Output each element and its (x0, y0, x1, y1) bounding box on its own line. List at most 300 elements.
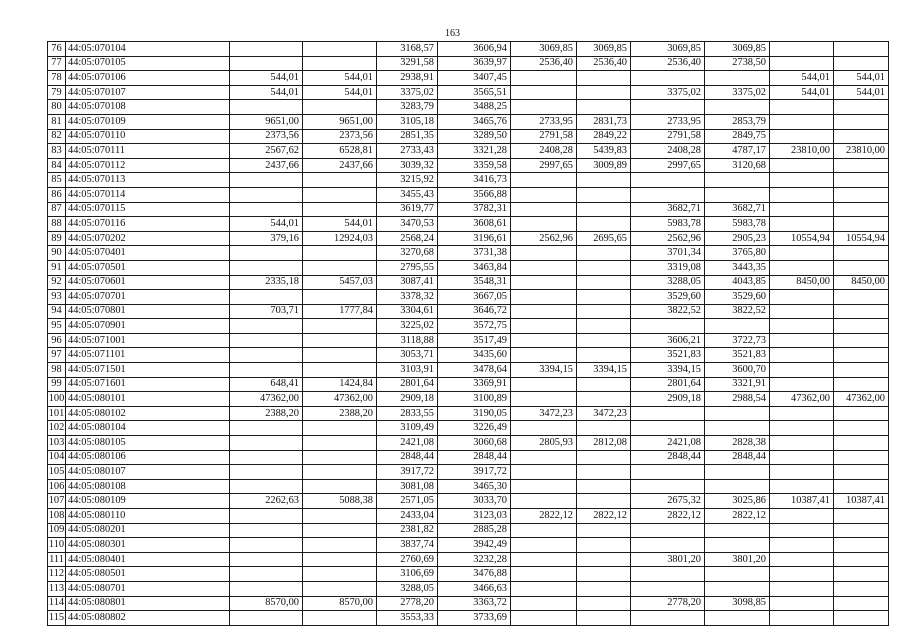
row-number-cell: 114 (48, 596, 66, 611)
table-row (48, 479, 889, 494)
value-cell: 10387,41 (834, 494, 889, 509)
row-number-cell: 78 (48, 71, 66, 86)
value-cell: 5983,78 (705, 217, 770, 232)
table-row (48, 71, 889, 86)
value-cell (834, 114, 889, 129)
value-cell (577, 581, 631, 596)
value-cell: 2822,12 (631, 509, 705, 524)
table-row (48, 187, 889, 202)
value-cell: 3682,71 (705, 202, 770, 217)
value-cell (834, 42, 889, 57)
value-cell: 2812,08 (577, 436, 631, 451)
value-cell: 2833,55 (377, 406, 438, 421)
value-cell (834, 187, 889, 202)
value-cell (511, 450, 577, 465)
row-number-cell: 87 (48, 202, 66, 217)
row-number-cell: 83 (48, 144, 66, 159)
value-cell (770, 173, 834, 188)
value-cell: 3039,32 (377, 158, 438, 173)
value-cell (230, 450, 303, 465)
value-cell (303, 348, 377, 363)
table-row (48, 363, 889, 378)
value-cell (511, 392, 577, 407)
value-cell: 3455,43 (377, 187, 438, 202)
table-row (48, 581, 889, 596)
value-cell (631, 538, 705, 553)
cadastral-code-cell: 44:05:070109 (66, 114, 230, 129)
table-row (48, 377, 889, 392)
cadastral-code-cell: 44:05:070105 (66, 56, 230, 71)
value-cell (705, 523, 770, 538)
value-cell (511, 538, 577, 553)
value-cell: 3837,74 (377, 538, 438, 553)
value-cell: 3701,34 (631, 246, 705, 261)
value-cell: 2849,75 (705, 129, 770, 144)
value-cell (705, 611, 770, 626)
row-number-cell: 92 (48, 275, 66, 290)
value-cell: 2997,65 (631, 158, 705, 173)
value-cell: 10554,94 (834, 231, 889, 246)
cadastral-code-cell: 44:05:070112 (66, 158, 230, 173)
value-cell (834, 509, 889, 524)
value-cell (577, 538, 631, 553)
cadastral-code-cell: 44:05:070901 (66, 319, 230, 334)
value-cell: 2822,12 (705, 509, 770, 524)
table-row (48, 611, 889, 626)
value-cell (770, 42, 834, 57)
value-cell: 2433,04 (377, 509, 438, 524)
value-cell (230, 611, 303, 626)
value-cell (303, 611, 377, 626)
value-cell (705, 71, 770, 86)
value-cell (631, 421, 705, 436)
value-cell (511, 611, 577, 626)
value-cell (834, 581, 889, 596)
value-cell: 3375,02 (631, 85, 705, 100)
value-cell: 3465,76 (438, 114, 511, 129)
value-cell (303, 552, 377, 567)
row-number-cell: 95 (48, 319, 66, 334)
row-number-cell: 104 (48, 450, 66, 465)
table-row (48, 494, 889, 509)
value-cell (230, 319, 303, 334)
value-cell (511, 523, 577, 538)
value-cell (511, 377, 577, 392)
row-number-cell: 81 (48, 114, 66, 129)
value-cell: 3608,61 (438, 217, 511, 232)
value-cell (770, 333, 834, 348)
cadastral-values-table (47, 41, 889, 626)
table-row (48, 348, 889, 363)
value-cell (705, 538, 770, 553)
value-cell: 544,01 (230, 217, 303, 232)
value-cell (230, 333, 303, 348)
value-cell: 2828,38 (705, 436, 770, 451)
value-cell: 2388,20 (230, 406, 303, 421)
value-cell (230, 187, 303, 202)
value-cell (705, 567, 770, 582)
value-cell (511, 260, 577, 275)
value-cell (631, 71, 705, 86)
value-cell: 2822,12 (511, 509, 577, 524)
value-cell (511, 581, 577, 596)
value-cell (631, 100, 705, 115)
page-number: 163 (445, 28, 460, 39)
table-row (48, 246, 889, 261)
table-row (48, 509, 889, 524)
value-cell (834, 158, 889, 173)
value-cell: 544,01 (770, 85, 834, 100)
table-row (48, 56, 889, 71)
value-cell (705, 479, 770, 494)
row-number-cell: 100 (48, 392, 66, 407)
value-cell (705, 421, 770, 436)
value-cell (230, 42, 303, 57)
value-cell: 3069,85 (577, 42, 631, 57)
value-cell (770, 509, 834, 524)
value-cell: 2437,66 (230, 158, 303, 173)
value-cell (303, 173, 377, 188)
row-number-cell: 109 (48, 523, 66, 538)
value-cell: 3100,89 (438, 392, 511, 407)
value-cell: 2695,65 (577, 231, 631, 246)
cadastral-code-cell: 44:05:070108 (66, 100, 230, 115)
value-cell: 3394,15 (577, 363, 631, 378)
value-cell (834, 567, 889, 582)
value-cell (230, 100, 303, 115)
cadastral-code-cell: 44:05:080301 (66, 538, 230, 553)
value-cell: 2909,18 (631, 392, 705, 407)
cadastral-code-cell: 44:05:070106 (66, 71, 230, 86)
value-cell: 3087,41 (377, 275, 438, 290)
value-cell: 2335,18 (230, 275, 303, 290)
value-cell: 3822,52 (705, 304, 770, 319)
value-cell: 47362,00 (834, 392, 889, 407)
value-cell (511, 187, 577, 202)
value-cell (577, 596, 631, 611)
value-cell: 3606,21 (631, 333, 705, 348)
value-cell (631, 173, 705, 188)
value-cell: 10554,94 (770, 231, 834, 246)
value-cell: 3103,91 (377, 363, 438, 378)
value-cell (834, 217, 889, 232)
value-cell: 3304,61 (377, 304, 438, 319)
table-row (48, 42, 889, 57)
value-cell (631, 465, 705, 480)
value-cell (834, 348, 889, 363)
value-cell: 2567,62 (230, 144, 303, 159)
value-cell (511, 333, 577, 348)
value-cell: 12924,03 (303, 231, 377, 246)
value-cell: 3407,45 (438, 71, 511, 86)
value-cell (230, 173, 303, 188)
value-cell: 3731,38 (438, 246, 511, 261)
value-cell (631, 319, 705, 334)
table-row (48, 450, 889, 465)
value-cell: 3190,05 (438, 406, 511, 421)
value-cell: 4787,17 (705, 144, 770, 159)
value-cell: 2909,18 (377, 392, 438, 407)
cadastral-code-cell: 44:05:080401 (66, 552, 230, 567)
value-cell (511, 71, 577, 86)
value-cell (577, 494, 631, 509)
value-cell (230, 348, 303, 363)
value-cell: 379,16 (230, 231, 303, 246)
value-cell (303, 56, 377, 71)
value-cell (834, 596, 889, 611)
value-cell: 3105,18 (377, 114, 438, 129)
row-number-cell: 77 (48, 56, 66, 71)
value-cell (230, 479, 303, 494)
value-cell: 3321,28 (438, 144, 511, 159)
value-cell: 3565,51 (438, 85, 511, 100)
row-number-cell: 80 (48, 100, 66, 115)
cadastral-code-cell: 44:05:070501 (66, 260, 230, 275)
cadastral-code-cell: 44:05:070202 (66, 231, 230, 246)
value-cell (577, 421, 631, 436)
value-cell (577, 348, 631, 363)
row-number-cell: 76 (48, 42, 66, 57)
value-cell (511, 246, 577, 261)
table-row (48, 114, 889, 129)
value-cell: 2791,58 (631, 129, 705, 144)
value-cell: 3472,23 (577, 406, 631, 421)
value-cell (577, 246, 631, 261)
value-cell: 3733,69 (438, 611, 511, 626)
value-cell (577, 523, 631, 538)
value-cell: 544,01 (230, 85, 303, 100)
value-cell (230, 523, 303, 538)
value-cell (705, 465, 770, 480)
row-number-cell: 110 (48, 538, 66, 553)
table-row (48, 217, 889, 232)
table-row (48, 392, 889, 407)
value-cell (770, 479, 834, 494)
value-cell (511, 319, 577, 334)
row-number-cell: 82 (48, 129, 66, 144)
value-cell (577, 202, 631, 217)
value-cell: 2536,40 (577, 56, 631, 71)
value-cell: 3667,05 (438, 290, 511, 305)
value-cell (511, 465, 577, 480)
value-cell: 2849,22 (577, 129, 631, 144)
value-cell (770, 290, 834, 305)
row-number-cell: 94 (48, 304, 66, 319)
value-cell: 3566,88 (438, 187, 511, 202)
value-cell (511, 567, 577, 582)
value-cell (303, 509, 377, 524)
table-row (48, 465, 889, 480)
value-cell (577, 85, 631, 100)
value-cell: 2851,35 (377, 129, 438, 144)
value-cell (577, 377, 631, 392)
table-row (48, 552, 889, 567)
cadastral-code-cell: 44:05:071501 (66, 363, 230, 378)
value-cell: 3319,08 (631, 260, 705, 275)
table-row (48, 567, 889, 582)
value-cell: 9651,00 (230, 114, 303, 129)
value-cell: 2421,08 (377, 436, 438, 451)
value-cell (303, 436, 377, 451)
value-cell: 2408,28 (511, 144, 577, 159)
value-cell (834, 129, 889, 144)
row-number-cell: 98 (48, 363, 66, 378)
value-cell: 3120,68 (705, 158, 770, 173)
cadastral-code-cell: 44:05:080105 (66, 436, 230, 451)
value-cell: 3553,33 (377, 611, 438, 626)
value-cell: 3521,83 (705, 348, 770, 363)
value-cell (303, 333, 377, 348)
value-cell: 9651,00 (303, 114, 377, 129)
table-row (48, 260, 889, 275)
value-cell: 4043,85 (705, 275, 770, 290)
row-number-cell: 96 (48, 333, 66, 348)
row-number-cell: 113 (48, 581, 66, 596)
row-number-cell: 90 (48, 246, 66, 261)
table-row (48, 173, 889, 188)
value-cell: 3098,85 (705, 596, 770, 611)
value-cell: 3081,08 (377, 479, 438, 494)
row-number-cell: 112 (48, 567, 66, 582)
cadastral-code-cell: 44:05:080102 (66, 406, 230, 421)
value-cell (770, 465, 834, 480)
value-cell (511, 100, 577, 115)
value-cell: 3606,94 (438, 42, 511, 57)
value-cell: 3600,70 (705, 363, 770, 378)
value-cell (834, 377, 889, 392)
value-cell (834, 465, 889, 480)
value-cell (577, 260, 631, 275)
value-cell (834, 319, 889, 334)
value-cell: 3478,64 (438, 363, 511, 378)
value-cell (303, 479, 377, 494)
table-row (48, 319, 889, 334)
value-cell (303, 538, 377, 553)
value-cell (631, 406, 705, 421)
value-cell: 3646,72 (438, 304, 511, 319)
value-cell: 3942,49 (438, 538, 511, 553)
value-cell (511, 173, 577, 188)
table-row (48, 406, 889, 421)
value-cell: 3270,68 (377, 246, 438, 261)
value-cell: 3548,31 (438, 275, 511, 290)
value-cell (770, 304, 834, 319)
value-cell (770, 100, 834, 115)
value-cell: 3025,86 (705, 494, 770, 509)
value-cell: 3472,23 (511, 406, 577, 421)
value-cell (770, 348, 834, 363)
value-cell: 47362,00 (303, 392, 377, 407)
value-cell (705, 406, 770, 421)
value-cell: 544,01 (770, 71, 834, 86)
cadastral-code-cell: 44:05:070113 (66, 173, 230, 188)
cadastral-code-cell: 44:05:080107 (66, 465, 230, 480)
value-cell (770, 319, 834, 334)
value-cell (631, 479, 705, 494)
value-cell (303, 42, 377, 57)
value-cell: 3226,49 (438, 421, 511, 436)
value-cell: 2988,54 (705, 392, 770, 407)
value-cell (577, 611, 631, 626)
value-cell: 2760,69 (377, 552, 438, 567)
value-cell (511, 304, 577, 319)
value-cell (631, 581, 705, 596)
value-cell (303, 260, 377, 275)
value-cell (834, 246, 889, 261)
value-cell: 2373,56 (230, 129, 303, 144)
row-number-cell: 91 (48, 260, 66, 275)
value-cell: 2571,05 (377, 494, 438, 509)
value-cell: 2262,63 (230, 494, 303, 509)
value-cell: 2848,44 (631, 450, 705, 465)
value-cell: 3069,85 (511, 42, 577, 57)
value-cell: 2848,44 (377, 450, 438, 465)
value-cell (770, 158, 834, 173)
value-cell (770, 377, 834, 392)
cadastral-code-cell: 44:05:080801 (66, 596, 230, 611)
row-number-cell: 105 (48, 465, 66, 480)
value-cell: 1424,84 (303, 377, 377, 392)
cadastral-code-cell: 44:05:070601 (66, 275, 230, 290)
value-cell: 3416,73 (438, 173, 511, 188)
table-row (48, 304, 889, 319)
cadastral-code-cell: 44:05:080701 (66, 581, 230, 596)
value-cell: 3488,25 (438, 100, 511, 115)
value-cell: 2568,24 (377, 231, 438, 246)
value-cell (834, 290, 889, 305)
table-row (48, 144, 889, 159)
value-cell: 3465,30 (438, 479, 511, 494)
row-number-cell: 101 (48, 406, 66, 421)
value-cell: 3529,60 (705, 290, 770, 305)
table-row (48, 538, 889, 553)
value-cell (303, 523, 377, 538)
table-row (48, 436, 889, 451)
value-cell: 3529,60 (631, 290, 705, 305)
value-cell: 3801,20 (631, 552, 705, 567)
value-cell: 3463,84 (438, 260, 511, 275)
value-cell: 3639,97 (438, 56, 511, 71)
value-cell (770, 363, 834, 378)
value-cell (230, 552, 303, 567)
value-cell: 3435,60 (438, 348, 511, 363)
value-cell: 3917,72 (377, 465, 438, 480)
value-cell (770, 552, 834, 567)
cadastral-code-cell: 44:05:070116 (66, 217, 230, 232)
value-cell (230, 202, 303, 217)
value-cell (770, 581, 834, 596)
cadastral-code-cell: 44:05:070801 (66, 304, 230, 319)
value-cell: 23810,00 (834, 144, 889, 159)
value-cell: 544,01 (230, 71, 303, 86)
value-cell (770, 187, 834, 202)
value-cell (230, 436, 303, 451)
row-number-cell: 106 (48, 479, 66, 494)
value-cell (303, 567, 377, 582)
value-cell: 8570,00 (303, 596, 377, 611)
value-cell (511, 479, 577, 494)
value-cell (303, 319, 377, 334)
value-cell (834, 421, 889, 436)
value-cell (834, 363, 889, 378)
value-cell: 3283,79 (377, 100, 438, 115)
value-cell: 2848,44 (438, 450, 511, 465)
value-cell (303, 421, 377, 436)
value-cell: 3215,92 (377, 173, 438, 188)
row-number-cell: 115 (48, 611, 66, 626)
value-cell: 3369,91 (438, 377, 511, 392)
value-cell: 5439,83 (577, 144, 631, 159)
